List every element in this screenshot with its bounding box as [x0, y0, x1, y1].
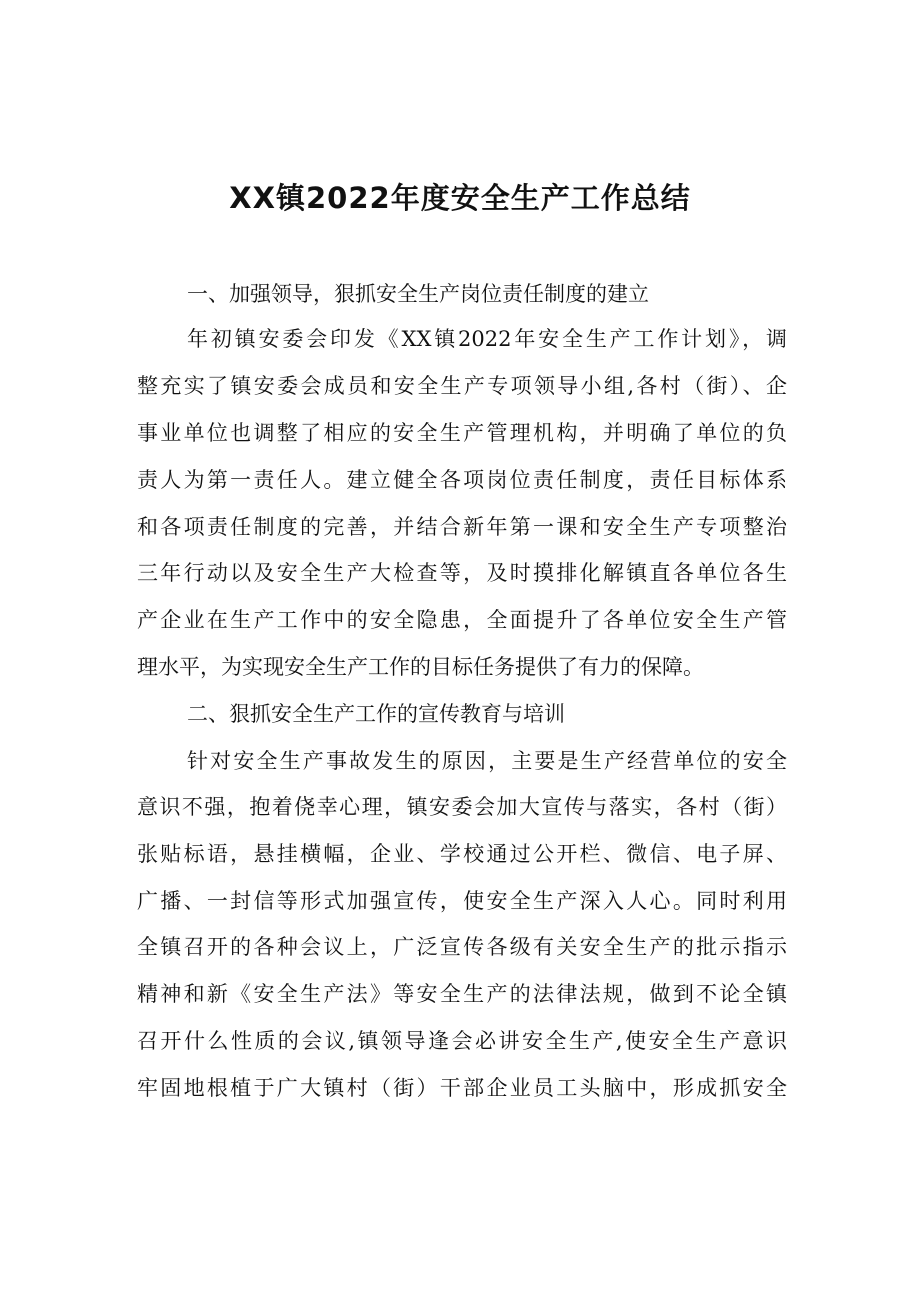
- section-heading-2: 二、狠抓安全生产工作的宣传教育与培训: [187, 702, 565, 726]
- paragraph-2-line-2: 意识不强，抱着侥幸心理，镇安委会加大宣传与落实，各村（街）: [137, 795, 787, 819]
- paragraph-1-line-6: 三年行动以及安全生产大检查等，及时摸排化解镇直各单位各生: [137, 561, 787, 585]
- paragraph-1-line-2: 整充实了镇安委会成员和安全生产专项领导小组,各村（街）、企: [137, 374, 787, 398]
- section-heading-1: 一、加强领导，狠抓安全生产岗位责任制度的建立: [187, 282, 649, 306]
- paragraph-1-line-3: 事业单位也调整了相应的安全生产管理机构，并明确了单位的负: [137, 421, 787, 445]
- paragraph-2-line-4: 广播、一封信等形式加强宣传，使安全生产深入人心。同时利用: [137, 889, 787, 913]
- paragraph-2-line-6: 精神和新《安全生产法》等安全生产的法律法规，做到不论全镇: [137, 982, 787, 1006]
- paragraph-2-line-8: 牢固地根植于广大镇村（街）干部企业员工头脑中，形成抓安全: [137, 1076, 787, 1100]
- paragraph-2-line-5: 全镇召开的各种会议上，广泛宣传各级有关安全生产的批示指示: [137, 935, 787, 959]
- paragraph-2-line-3: 张贴标语，悬挂横幅，企业、学校通过公开栏、微信、电子屏、: [137, 842, 787, 866]
- paragraph-1-line-5: 和各项责任制度的完善，并结合新年第一课和安全生产专项整治: [137, 515, 787, 539]
- paragraph-1-line-7: 产企业在生产工作中的安全隐患，全面提升了各单位安全生产管: [137, 608, 787, 632]
- paragraph-2-line-1: 针对安全生产事故发生的原因，主要是生产经营单位的安全: [187, 749, 787, 773]
- paragraph-1-line-4: 责人为第一责任人。建立健全各项岗位责任制度，责任目标体系: [137, 468, 787, 492]
- document-title: XX镇2022年度安全生产工作总结: [229, 181, 691, 215]
- paragraph-1-line-1: 年初镇安委会印发《XX镇2022年安全生产工作计划》，调: [187, 327, 787, 351]
- paragraph-1-line-8: 理水平，为实现安全生产工作的目标任务提供了有力的保障。: [137, 655, 704, 679]
- paragraph-2-line-7: 召开什么性质的会议,镇领导逢会必讲安全生产,使安全生产意识: [137, 1029, 787, 1053]
